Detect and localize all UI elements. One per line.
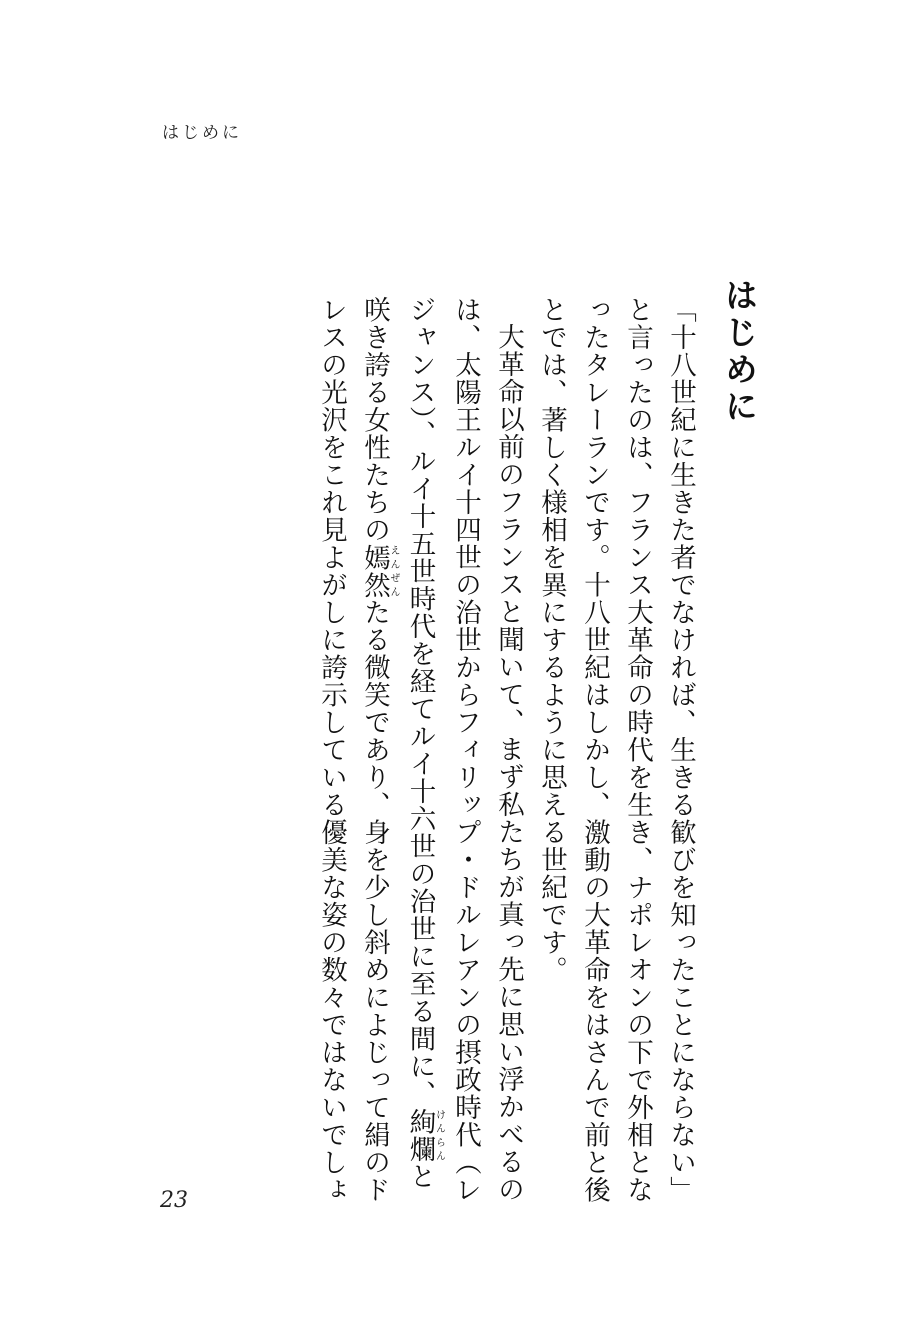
text-run: と [404,1162,436,1191]
body-line: 「十八世紀に生きた者でなければ、生きる歓びを知ったことにならない」 [665,296,696,1204]
running-head: はじめに [162,123,242,143]
text-run: 咲き誇る女性たちの [359,296,390,544]
ruby-word [359,543,399,599]
ruby-word [404,1107,445,1163]
body-line: と言ったのは、フランス大革命の時代を生き、ナポレオンの下で外相とな [622,296,653,1204]
body-line [399,296,445,1191]
text-run: たる微笑であり、身を少し斜めによじって絹のド [359,598,390,1204]
body-text [310,296,702,1204]
ruby-base: 嫣然 [359,543,390,599]
body-line: は、太陽王ルイ十四世の治世からフィリップ・ドルレアンの摂政時代（レ [450,296,481,1204]
body-line: 大革命以前のフランスと聞いて、まず私たちが真っ先に思い浮かべるの [493,322,524,1203]
page-number: 23 [160,1188,188,1213]
body-line [353,296,399,1204]
body-line: レスの光沢をこれ見よがしに誇示している優美な姿の数々ではないでしょ [316,296,347,1204]
body-line: とでは、著しく様相を異にするように思える世紀です。 [536,296,567,984]
text-run: ジャンス）、ルイ十五世時代を経てルイ十六世の治世に至る間に、 [404,296,436,1108]
chapter-title: はじめに [720,278,759,426]
ruby-reading: えんぜん [388,543,399,599]
ruby-reading: けんらん [433,1107,445,1163]
body-line: ったタレーランです。十八世紀はしかし、激動の大革命をはさんで前と後 [579,296,610,1204]
ruby-base: 絢爛 [404,1107,436,1163]
